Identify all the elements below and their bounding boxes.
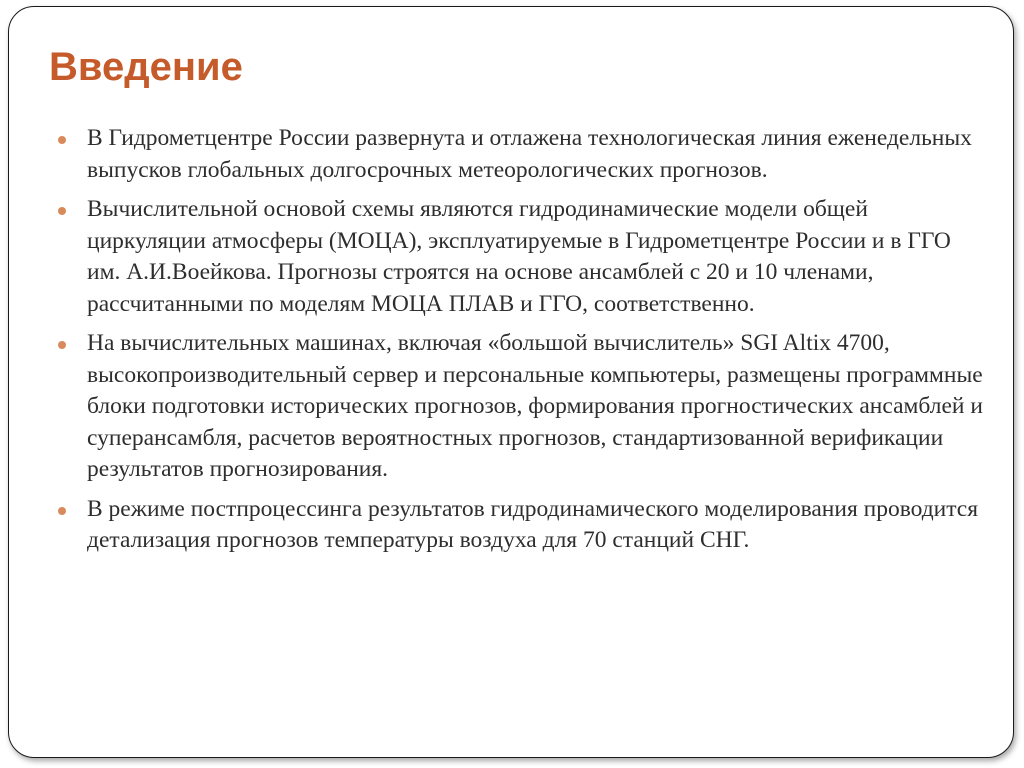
bullet-item — [55, 328, 985, 486]
bullet-text: В режиме постпроцессинга результатов гидродинамического моделирования проводится детализация прогнозов температуры воздуха для 70 станций СНГ. — [87, 495, 979, 553]
bullet-text: Вычислительной основой схемы являются гидродинамические модели общей циркуляции атмосферы (МОЦА), эксплуатируемые в Гидрометцентре России и в ГГО им. А.И.Воейкова. Прогнозы строятся на основе ансамблей с 20 и 10 членами, рассчитанными по моделям МОЦА ПЛАВ и ГГО, соответственно. — [87, 196, 951, 317]
bullet-dot-icon — [58, 207, 66, 215]
bullet-list — [55, 123, 985, 565]
bullet-item — [55, 494, 985, 557]
bullet-item — [55, 123, 985, 186]
bullet-item — [55, 194, 985, 320]
slide-frame — [8, 6, 1014, 758]
bullet-dot-icon — [58, 136, 66, 144]
bullet-dot-icon — [58, 507, 66, 515]
bullet-text: На вычислительных машинах, включая «большой вычислитель» SGI Altix 4700, высокопроизводительный сервер и персональные компьютеры, размещены программные блоки подготовки исторических прогнозов, формирования прогностических ансамблей и суперансамбля, расчетов вероятностных прогнозов, стандартизованной верификации результатов прогнозирования. — [87, 330, 983, 482]
bullet-text: В Гидрометцентре России развернута и отлажена технологическая линия еженедельных выпусков глобальных долгосрочных метеорологических прогнозов. — [87, 125, 972, 183]
bullet-dot-icon — [58, 341, 66, 349]
slide-title: Введение — [49, 45, 243, 89]
